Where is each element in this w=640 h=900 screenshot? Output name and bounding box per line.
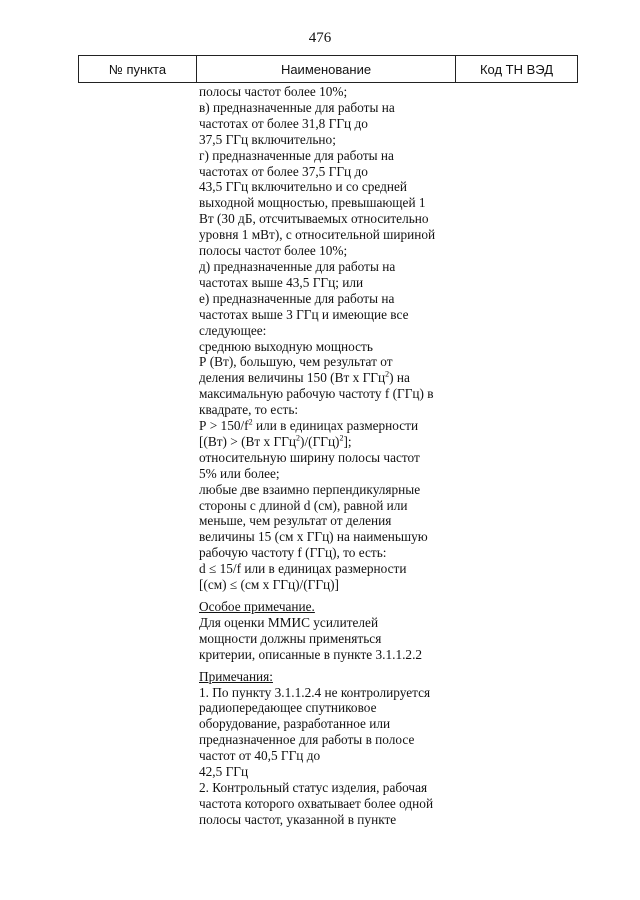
header-code: Код ТН ВЭД: [479, 61, 554, 77]
text-a-line: е) предназначенные для работы на: [199, 290, 395, 306]
text-c-line: рабочую частоту f (ГГц), то есть:: [199, 545, 387, 561]
text-c-line: стороны с длиной d (см), равной или: [199, 497, 408, 513]
text-c-line: 5% или более;: [199, 465, 280, 481]
formula1-part-b: ) на: [389, 370, 410, 386]
text-a-line: Вт (30 дБ, отсчитываемых относительно: [199, 211, 429, 227]
special-note-line: Для оценки ММИС усилителей: [199, 614, 379, 630]
text-a-line: 43,5 ГГц включительно и со средней: [199, 179, 408, 195]
text-a-line: среднюю выходную мощность: [199, 338, 373, 354]
text-b-line: квадрате, то есть:: [199, 402, 299, 418]
notes-text: [199, 685, 457, 828]
text-a-line: частотах от более 37,5 ГГц до: [199, 163, 368, 179]
name-column-text: [199, 84, 457, 828]
notes-line: предназначенное для работы в полосе: [199, 732, 415, 748]
text-c-line: [(см) ≤ (см х ГГц)/(ГГц)]: [199, 577, 339, 593]
text-c-line: относительную ширину полосы частот: [199, 449, 420, 465]
formula3-sup-1: 2: [296, 433, 301, 443]
text-a-line: частотах от более 31,8 ГГц до: [199, 115, 368, 131]
notes-line: полосы частот, указанной в пункте: [199, 811, 397, 827]
notes-line: частот от 40,5 ГГц до: [199, 748, 321, 764]
text-a-line: частотах выше 43,5 ГГц; или: [199, 274, 364, 290]
text-a-line: выходной мощностью, превышающей 1: [199, 195, 426, 211]
notes-line: 2. Контрольный статус изделия, рабочая: [199, 779, 428, 795]
notes-line: 42,5 ГГц: [199, 764, 249, 780]
notes-line: оборудование, разработанное или: [199, 716, 391, 732]
header-name: Наименование: [197, 56, 456, 82]
text-a-line: полосы частот более 10%;: [199, 243, 348, 259]
special-note-line: мощности должны применяться: [199, 630, 382, 646]
description-block-c: [199, 450, 457, 593]
special-note-title: Особое примечание.: [199, 599, 315, 614]
special-note-text: [199, 615, 457, 663]
text-a-line: уровня 1 мВт), с относительной шириной: [199, 227, 436, 243]
text-a-line: д) предназначенные для работы на: [199, 258, 396, 274]
formula3-part-b: )/(ГГц): [300, 433, 340, 449]
text-a-line: полосы частот более 10%;: [199, 84, 348, 99]
text-c-line: любые две взаимно перпендикулярные: [199, 481, 421, 497]
table-header: [78, 55, 578, 83]
notes-line: радиопередающее спутниковое: [199, 700, 377, 716]
header-item-number: № пункта: [79, 56, 197, 82]
notes-title: Примечания:: [199, 668, 273, 684]
text-c-line: меньше, чем результат от деления: [199, 513, 392, 529]
formula1-sup: 2: [385, 369, 390, 379]
notes-line: 1. По пункту 3.1.1.2.4 не контролируется: [199, 684, 431, 700]
formula-line-3: [199, 434, 457, 450]
formula-line-2: [199, 418, 457, 434]
formula2-part-a: Р > 150/f: [199, 418, 249, 434]
text-a-line: Р (Вт), большую, чем результат от: [199, 354, 393, 370]
text-b-line: максимальную рабочую частоту f (ГГц) в: [199, 386, 434, 402]
formula2-sup: 2: [248, 417, 253, 427]
description-block-b: [199, 386, 457, 418]
description-block-a: [199, 84, 457, 370]
formula1-part-a: деления величины 150 (Вт х ГГц: [199, 370, 386, 386]
text-c-line: величины 15 (см х ГГц) на наименьшую: [199, 529, 428, 545]
text-c-line: d ≤ 15/f или в единицах размерности: [199, 561, 407, 577]
formula3-part-c: ];: [343, 433, 352, 449]
text-a-line: г) предназначенные для работы на: [199, 147, 394, 163]
notes-line: частота которого охватывает более одной: [199, 795, 434, 811]
formula3-part-a: [(Вт) > (Вт х ГГц: [199, 433, 297, 449]
formula2-part-b: или в единицах размерности: [252, 418, 419, 434]
text-a-line: следующее:: [199, 322, 267, 338]
text-a-line: в) предназначенные для работы на: [199, 99, 395, 115]
text-a-line: частотах выше 3 ГГц и имеющие все: [199, 306, 409, 322]
page-number: 476: [308, 30, 332, 46]
special-note-line: критерии, описанные в пункте 3.1.1.2.2: [199, 646, 423, 662]
text-a-line: 37,5 ГГц включительно;: [199, 131, 336, 147]
formula-line-1: [199, 370, 457, 386]
formula3-sup-2: 2: [339, 433, 344, 443]
